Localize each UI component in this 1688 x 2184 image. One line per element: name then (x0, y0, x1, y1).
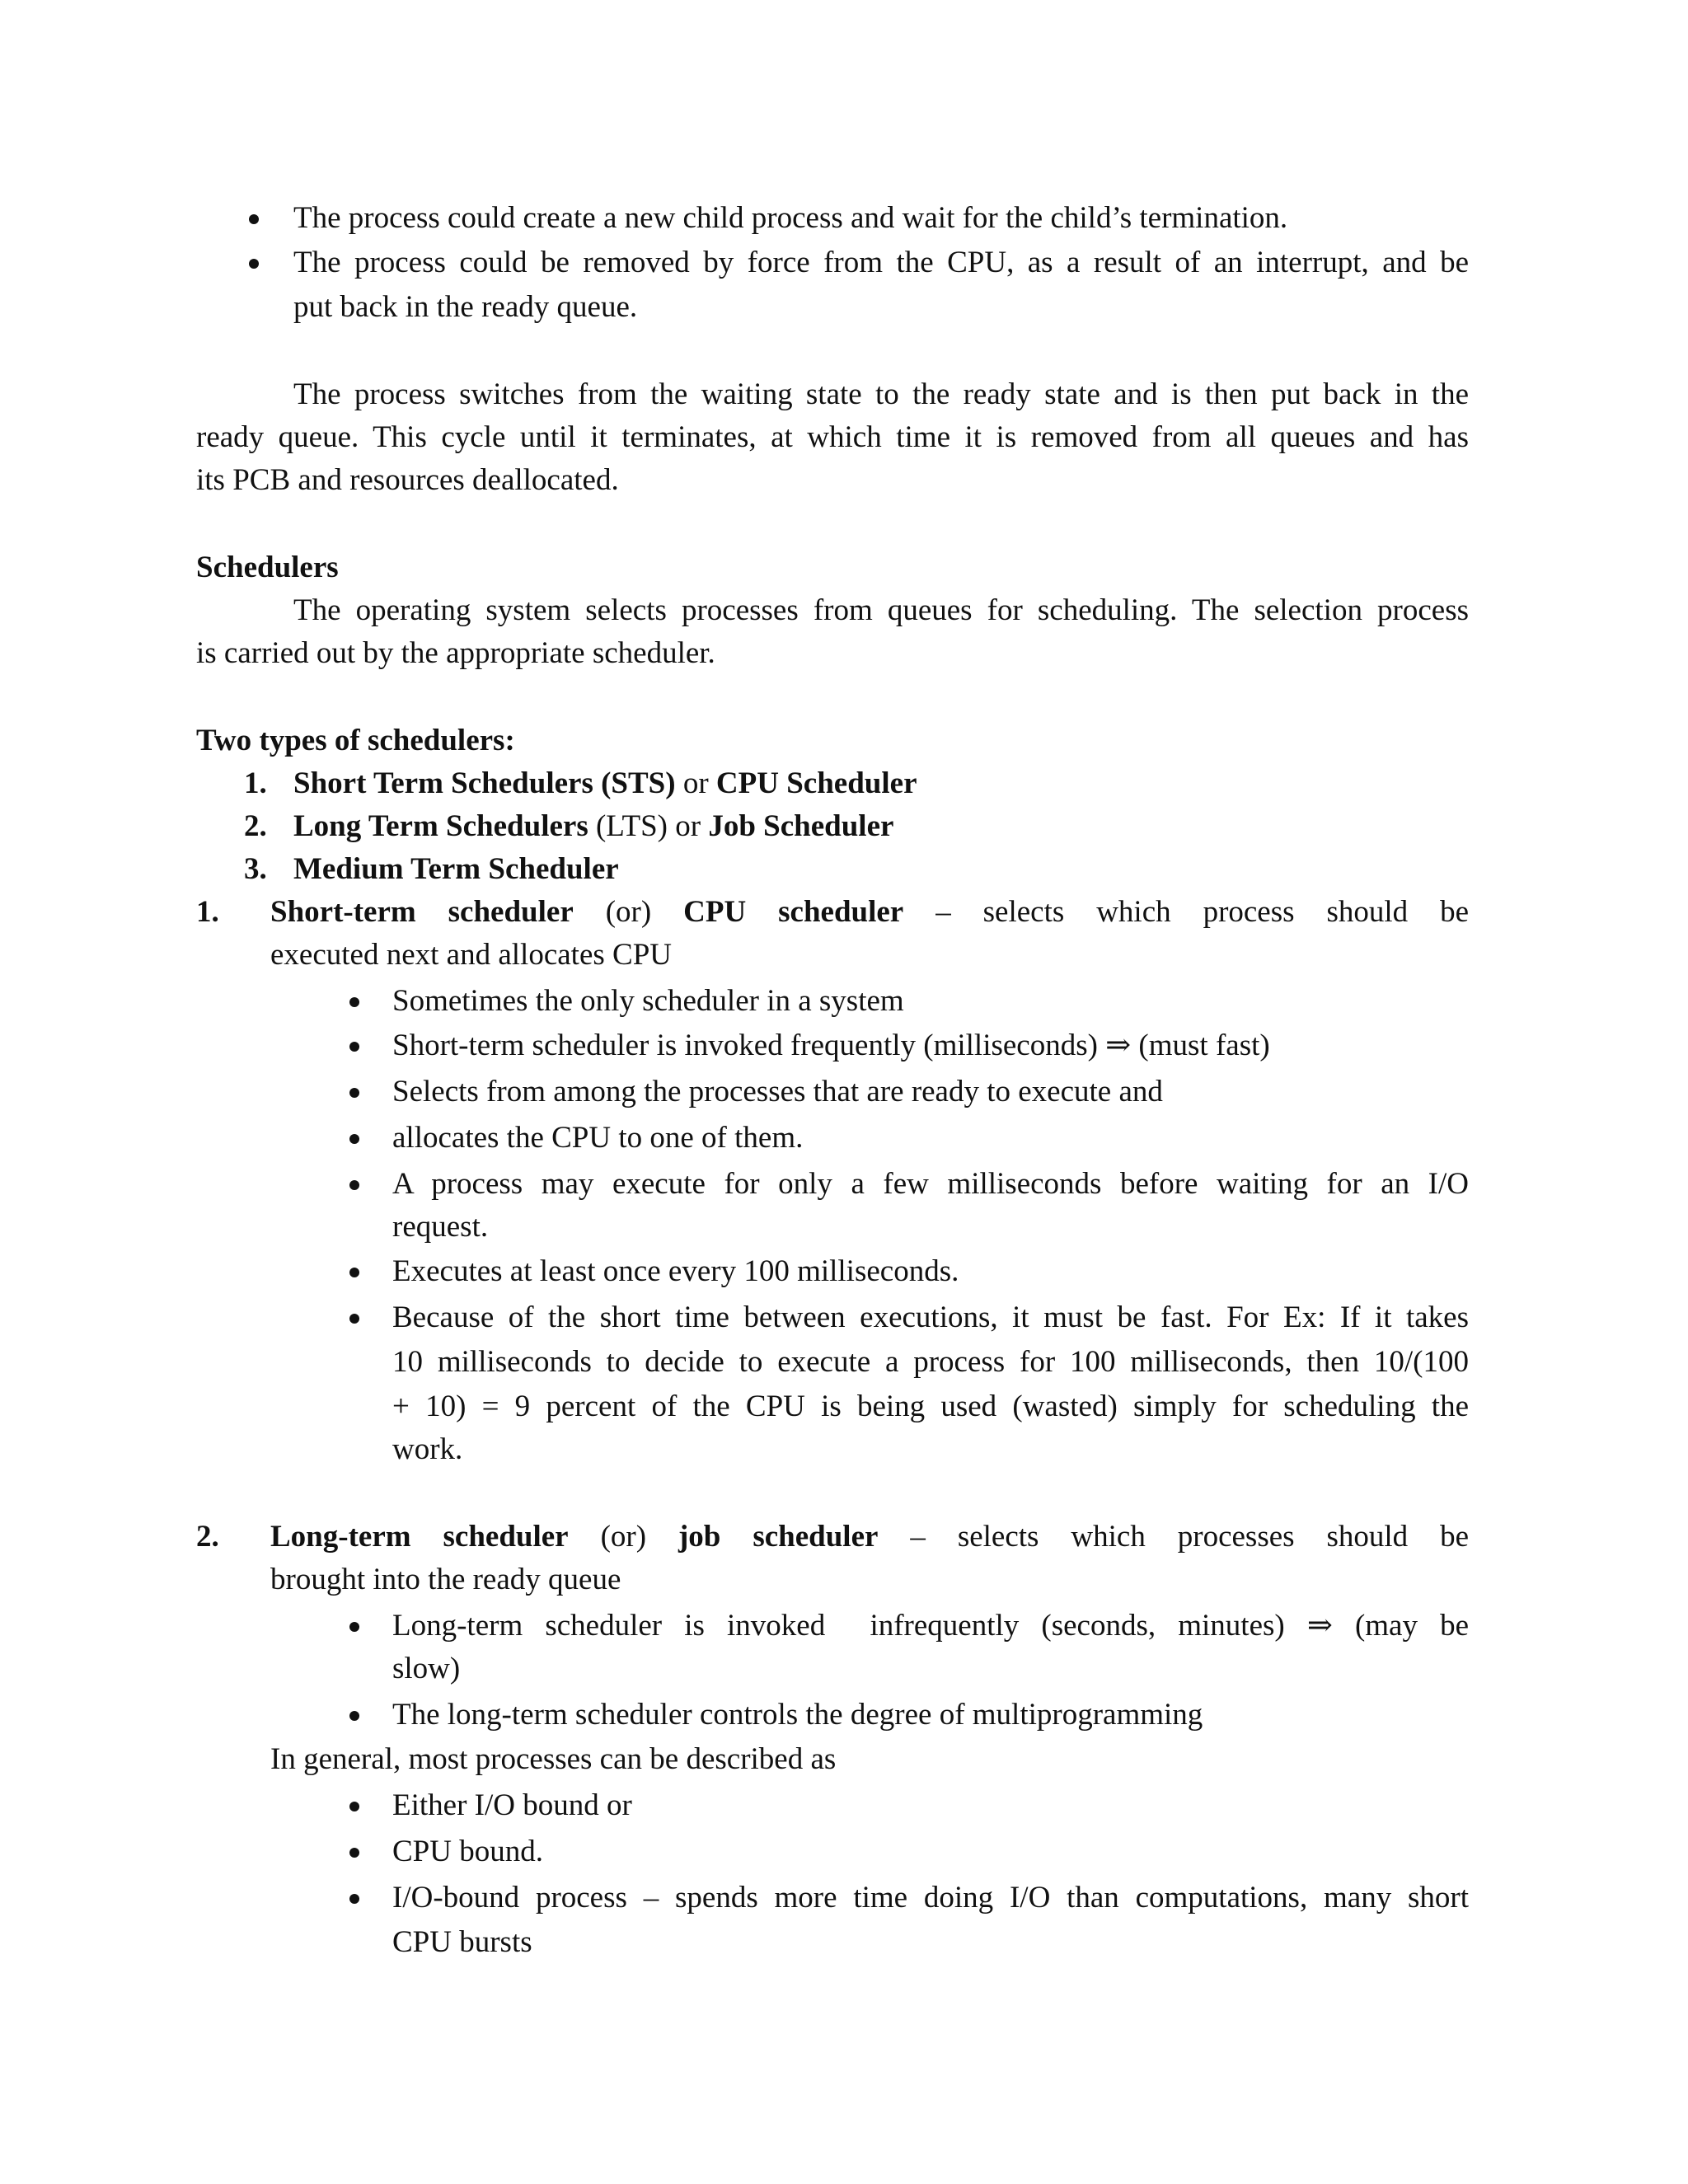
paragraph-line: ready queue. This cycle until it terminates, at which time it is removed from all queues and has (196, 420, 1469, 454)
term-connector: (or) (605, 895, 652, 929)
definition-text: – selects which process should be (935, 895, 1470, 929)
bullet-dot (249, 214, 259, 224)
item-term: Short Term Schedulers (STS) (293, 766, 676, 800)
bullet-line: Short-term scheduler is invoked frequently (milliseconds) ⇒ (must fast) (392, 1029, 1270, 1062)
term: Long-term scheduler (270, 1520, 569, 1554)
section-number: 2. (196, 1520, 219, 1554)
bullet-dot (249, 259, 259, 269)
bullet-dot (349, 1268, 359, 1277)
definition-line: brought into the ready queue (270, 1563, 621, 1596)
list-number: 2. (244, 809, 267, 843)
list-item (293, 847, 619, 891)
bullet-dot (349, 1314, 359, 1324)
item-connector: or (675, 766, 716, 800)
bullet-line: Because of the short time between executions, it must be fast. For Ex: If it takes (392, 1301, 1469, 1334)
bullet-dot (349, 1088, 359, 1098)
item-term: CPU Scheduler (715, 766, 917, 800)
list-item (293, 762, 917, 805)
bullet-line: allocates the CPU to one of them. (392, 1121, 804, 1155)
bullet-line: The long-term scheduler controls the degree of multiprogramming (392, 1698, 1203, 1732)
section-heading: Two types of schedulers: (196, 724, 515, 757)
bullet-dot (349, 1894, 359, 1904)
term: CPU scheduler (683, 895, 904, 929)
bullet-dot (349, 1134, 359, 1144)
list-number: 1. (244, 766, 267, 800)
paragraph-line: The process switches from the waiting state to the ready state and is then put back in the (293, 377, 1469, 411)
bullet-line: A process may execute for only a few milliseconds before waiting for an I/O (392, 1167, 1469, 1201)
bullet-line: work. (392, 1432, 463, 1466)
paragraph-line: In general, most processes can be described as (270, 1742, 837, 1776)
bullet-line: The process could create a new child process and wait for the child’s termination. (293, 201, 1288, 235)
list-number: 3. (244, 852, 267, 886)
item-connector: (LTS) or (588, 809, 709, 843)
bullet-line: CPU bursts (392, 1925, 532, 1959)
bullet-dot (349, 1848, 359, 1858)
definition-line (270, 1515, 1469, 1558)
definition-line (270, 890, 1469, 934)
bullet-line: request. (392, 1210, 489, 1244)
bullet-dot (349, 1622, 359, 1632)
bullet-line: I/O-bound process – spends more time doing I/O than computations, many short (392, 1881, 1469, 1915)
bullet-line: CPU bound. (392, 1835, 543, 1868)
list-item (293, 804, 893, 848)
bullet-line: The process could be removed by force from the CPU, as a result of an interrupt, and be (293, 246, 1469, 279)
paragraph-line: is carried out by the appropriate scheduler. (196, 636, 715, 670)
bullet-line: 10 milliseconds to decide to execute a process for 100 milliseconds, then 10/(100 (392, 1345, 1469, 1379)
bullet-line: Either I/O bound or (392, 1788, 632, 1822)
bullet-line: Executes at least once every 100 milliseconds. (392, 1254, 959, 1288)
section-heading: Schedulers (196, 551, 339, 584)
term: Short-term scheduler (270, 895, 574, 929)
bullet-dot (349, 1711, 359, 1721)
item-term: Job Scheduler (708, 809, 894, 843)
bullet-dot (349, 1180, 359, 1190)
bullet-line: Sometimes the only scheduler in a system (392, 984, 904, 1018)
bullet-dot (349, 997, 359, 1007)
bullet-line: Selects from among the processes that are ready to execute and (392, 1075, 1163, 1108)
term: job scheduler (678, 1520, 879, 1554)
bullet-line: Long-term scheduler is invoked infrequently (seconds, minutes) ⇒ (may be (392, 1609, 1469, 1643)
definition-line: executed next and allocates CPU (270, 938, 672, 972)
section-number: 1. (196, 895, 219, 929)
item-term: Medium Term Scheduler (293, 852, 619, 886)
bullet-dot (349, 1802, 359, 1811)
bullet-line: + 10) = 9 percent of the CPU is being used (wasted) simply for scheduling the (392, 1390, 1469, 1423)
bullet-dot (349, 1042, 359, 1052)
bullet-line: slow) (392, 1652, 461, 1685)
item-term: Long Term Schedulers (293, 809, 588, 843)
definition-text: – selects which processes should be (910, 1520, 1470, 1554)
paragraph-line: its PCB and resources deallocated. (196, 463, 619, 497)
bullet-line: put back in the ready queue. (293, 290, 638, 324)
term-connector: (or) (600, 1520, 647, 1554)
paragraph-line: The operating system selects processes from queues for scheduling. The selection process (293, 593, 1469, 627)
